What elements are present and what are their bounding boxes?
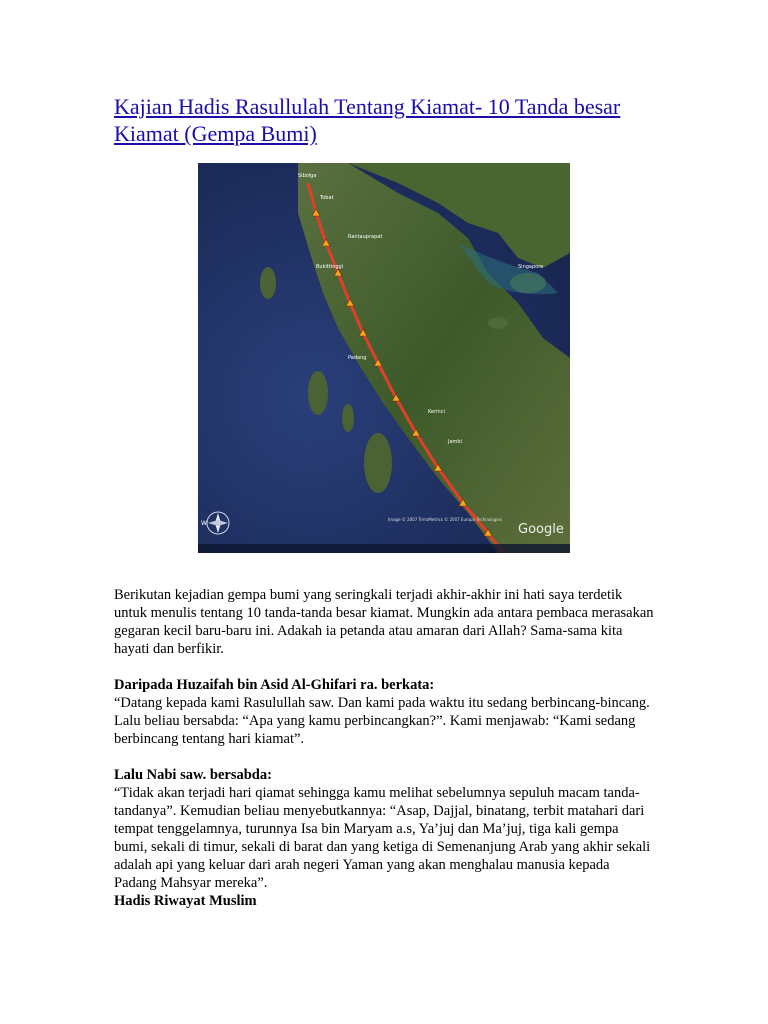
hadith-source: Hadis Riwayat Muslim bbox=[114, 893, 257, 909]
map-place-label: Padang bbox=[348, 355, 367, 361]
island bbox=[308, 371, 328, 415]
narrator-heading: Daripada Huzaifah bin Asid Al-Ghifari ra. berkata: bbox=[114, 677, 435, 693]
google-watermark: Google bbox=[518, 522, 564, 537]
map-status-bar bbox=[198, 544, 570, 553]
article-title-link[interactable]: Kajian Hadis Rasullulah Tentang Kiamat- 10 Tanda besar Kiamat (Gempa Bumi) bbox=[114, 94, 621, 146]
map-place-label: Tobat bbox=[320, 195, 334, 201]
island bbox=[342, 404, 354, 432]
map-place-label: Bukittinggi bbox=[316, 264, 344, 270]
svg-text:W: W bbox=[201, 520, 207, 527]
intro-paragraph: Berikutan kejadian gempa bumi yang seringkali terjadi akhir-akhir ini hati saya terdetik untuk menulis tentang 10 tanda-tanda besar kiamat. Mungkin ada antara pembaca merasakan gegaran kecil baru-baru ini. Adakah ia petanda atau amaran dari Allah? Sama-sama kita hayati dan berfikir. bbox=[114, 587, 654, 657]
island bbox=[260, 267, 276, 299]
hadith-quote-2: “Tidak akan terjadi hari qiamat sehingga kamu melihat sebelumnya sepuluh macam tanda-tandanya”. Kemudian beliau menyebutkannya: “Asap, Dajjal, binatang, terbit matahari dari tempat tenggelamnya, turunnya Isa bin Maryam a.s, Ya’juj dan Ma’juj, tiga kali gempa bumi, sekali di timur, sekali di barat dan yang ketiga di Semenanjung Arab yang akhir sekali adalah api yang keluar dari arah negeri Yaman yang akan menghalau manusia kepada Padang Mahsyar mereka”. bbox=[114, 785, 651, 891]
map-place-label: Kerinci bbox=[428, 409, 445, 415]
map-copyright: Image © 2007 TerraMetrics © 2007 Europa Technologies bbox=[388, 517, 502, 522]
prophet-said-heading: Lalu Nabi saw. bersabda: bbox=[114, 767, 272, 783]
hadith-quote-1: “Datang kepada kami Rasulullah saw. Dan kami pada waktu itu sedang berbincang-bincang. Lalu beliau bersabda: “Apa yang kamu perbincangkan?”. Kami menjawab: “Kami sedang berbincang tentang hari kiamat”. bbox=[114, 695, 650, 747]
map-place-label: Jambi bbox=[448, 439, 462, 445]
island bbox=[364, 433, 392, 493]
map-place-label: Singapore bbox=[518, 264, 544, 270]
sumatra-satellite-map bbox=[198, 163, 570, 553]
map-place-label: Sibolga bbox=[298, 173, 317, 179]
map-place-label: Rantauprapat bbox=[348, 234, 383, 240]
island bbox=[488, 317, 508, 329]
